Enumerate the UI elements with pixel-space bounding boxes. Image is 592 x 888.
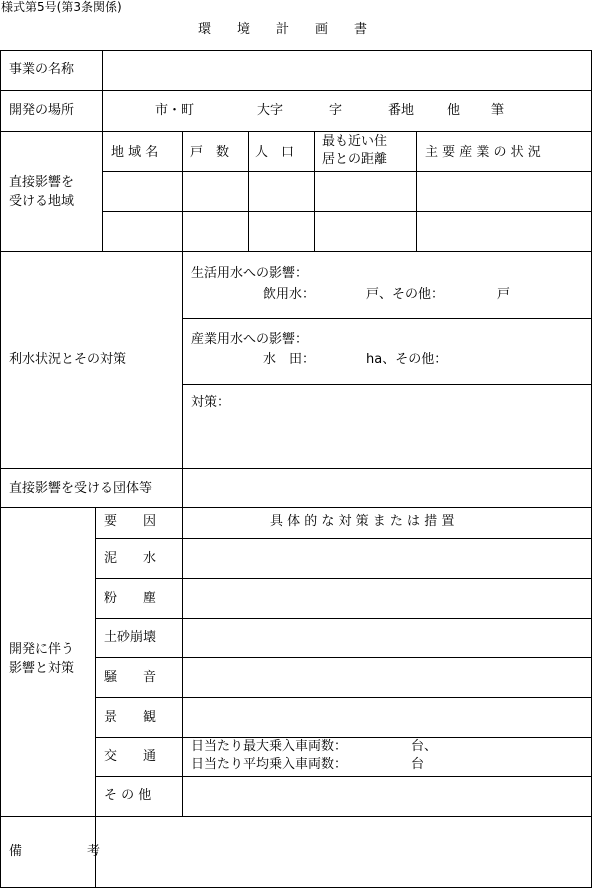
paddy-unit: ha、その他： <box>366 352 448 367</box>
factor-landscape: 景 観 <box>104 710 157 725</box>
col-distance-1: 最も近い住 <box>322 134 388 149</box>
dev-location-label: 開発の場所 <box>9 103 75 118</box>
measures-label: 対策： <box>191 395 231 410</box>
col-population: 人 口 <box>255 145 295 160</box>
col-industry: 主 要 産 業 の 状 況 <box>425 145 541 160</box>
affected-groups-label: 直接影響を受ける団体等 <box>9 481 153 496</box>
address-aza: 字 <box>329 103 343 118</box>
factor-noise: 騒 音 <box>104 670 157 685</box>
traffic-avg-label: 日当たり平均乗入車両数： <box>191 757 348 772</box>
col-region: 地 域 名 <box>111 145 159 160</box>
direct-impact-label-2: 受ける地域 <box>9 194 75 209</box>
remarks-label: 備 考 <box>9 844 101 859</box>
factor-other: そ の 他 <box>104 788 152 803</box>
factor-muddy-water: 泥 水 <box>104 551 157 566</box>
address-oaza: 大字 <box>257 103 284 118</box>
domestic-water-title: 生活用水への影響： <box>191 266 309 281</box>
address-banchi: 番地 <box>388 103 415 118</box>
factor-dust: 粉 塵 <box>104 591 157 606</box>
water-label: 利水状況とその対策 <box>9 352 127 367</box>
traffic-max-unit: 台、 <box>411 739 438 754</box>
col-factor: 要 因 <box>104 514 157 529</box>
address-other: 他 <box>447 103 461 118</box>
form-number: 様式第5号(第3条関係) <box>1 0 122 14</box>
factor-landslide: 土砂崩壊 <box>104 630 157 645</box>
address-city: 市・町 <box>155 103 195 118</box>
business-name-field[interactable] <box>103 51 591 90</box>
direct-impact-label-1: 直接影響を <box>9 175 75 190</box>
traffic-max-label: 日当たり最大乗入車両数： <box>191 739 348 754</box>
paddy-label: 水 田： <box>263 352 316 367</box>
other-water-unit: 戸 <box>497 287 511 302</box>
col-distance-2: 居との距離 <box>322 152 388 167</box>
impacts-label-2: 影響と対策 <box>9 661 75 676</box>
address-parcels: 筆 <box>491 103 505 118</box>
col-measures: 具 体 的 な 対 策 ま た は 措 置 <box>270 514 455 529</box>
factor-traffic: 交 通 <box>104 749 157 764</box>
drinking-water-label: 飲用水： <box>263 287 316 302</box>
drinking-water-unit: 戸、その他： <box>366 287 445 302</box>
impacts-label-1: 開発に伴う <box>9 642 75 657</box>
document-title: 環 境 計 画 書 <box>198 22 368 37</box>
col-households: 戸 数 <box>190 145 230 160</box>
industrial-water-title: 産業用水への影響： <box>191 332 309 347</box>
business-name-label: 事業の名称 <box>9 62 75 77</box>
traffic-avg-unit: 台 <box>411 757 425 772</box>
